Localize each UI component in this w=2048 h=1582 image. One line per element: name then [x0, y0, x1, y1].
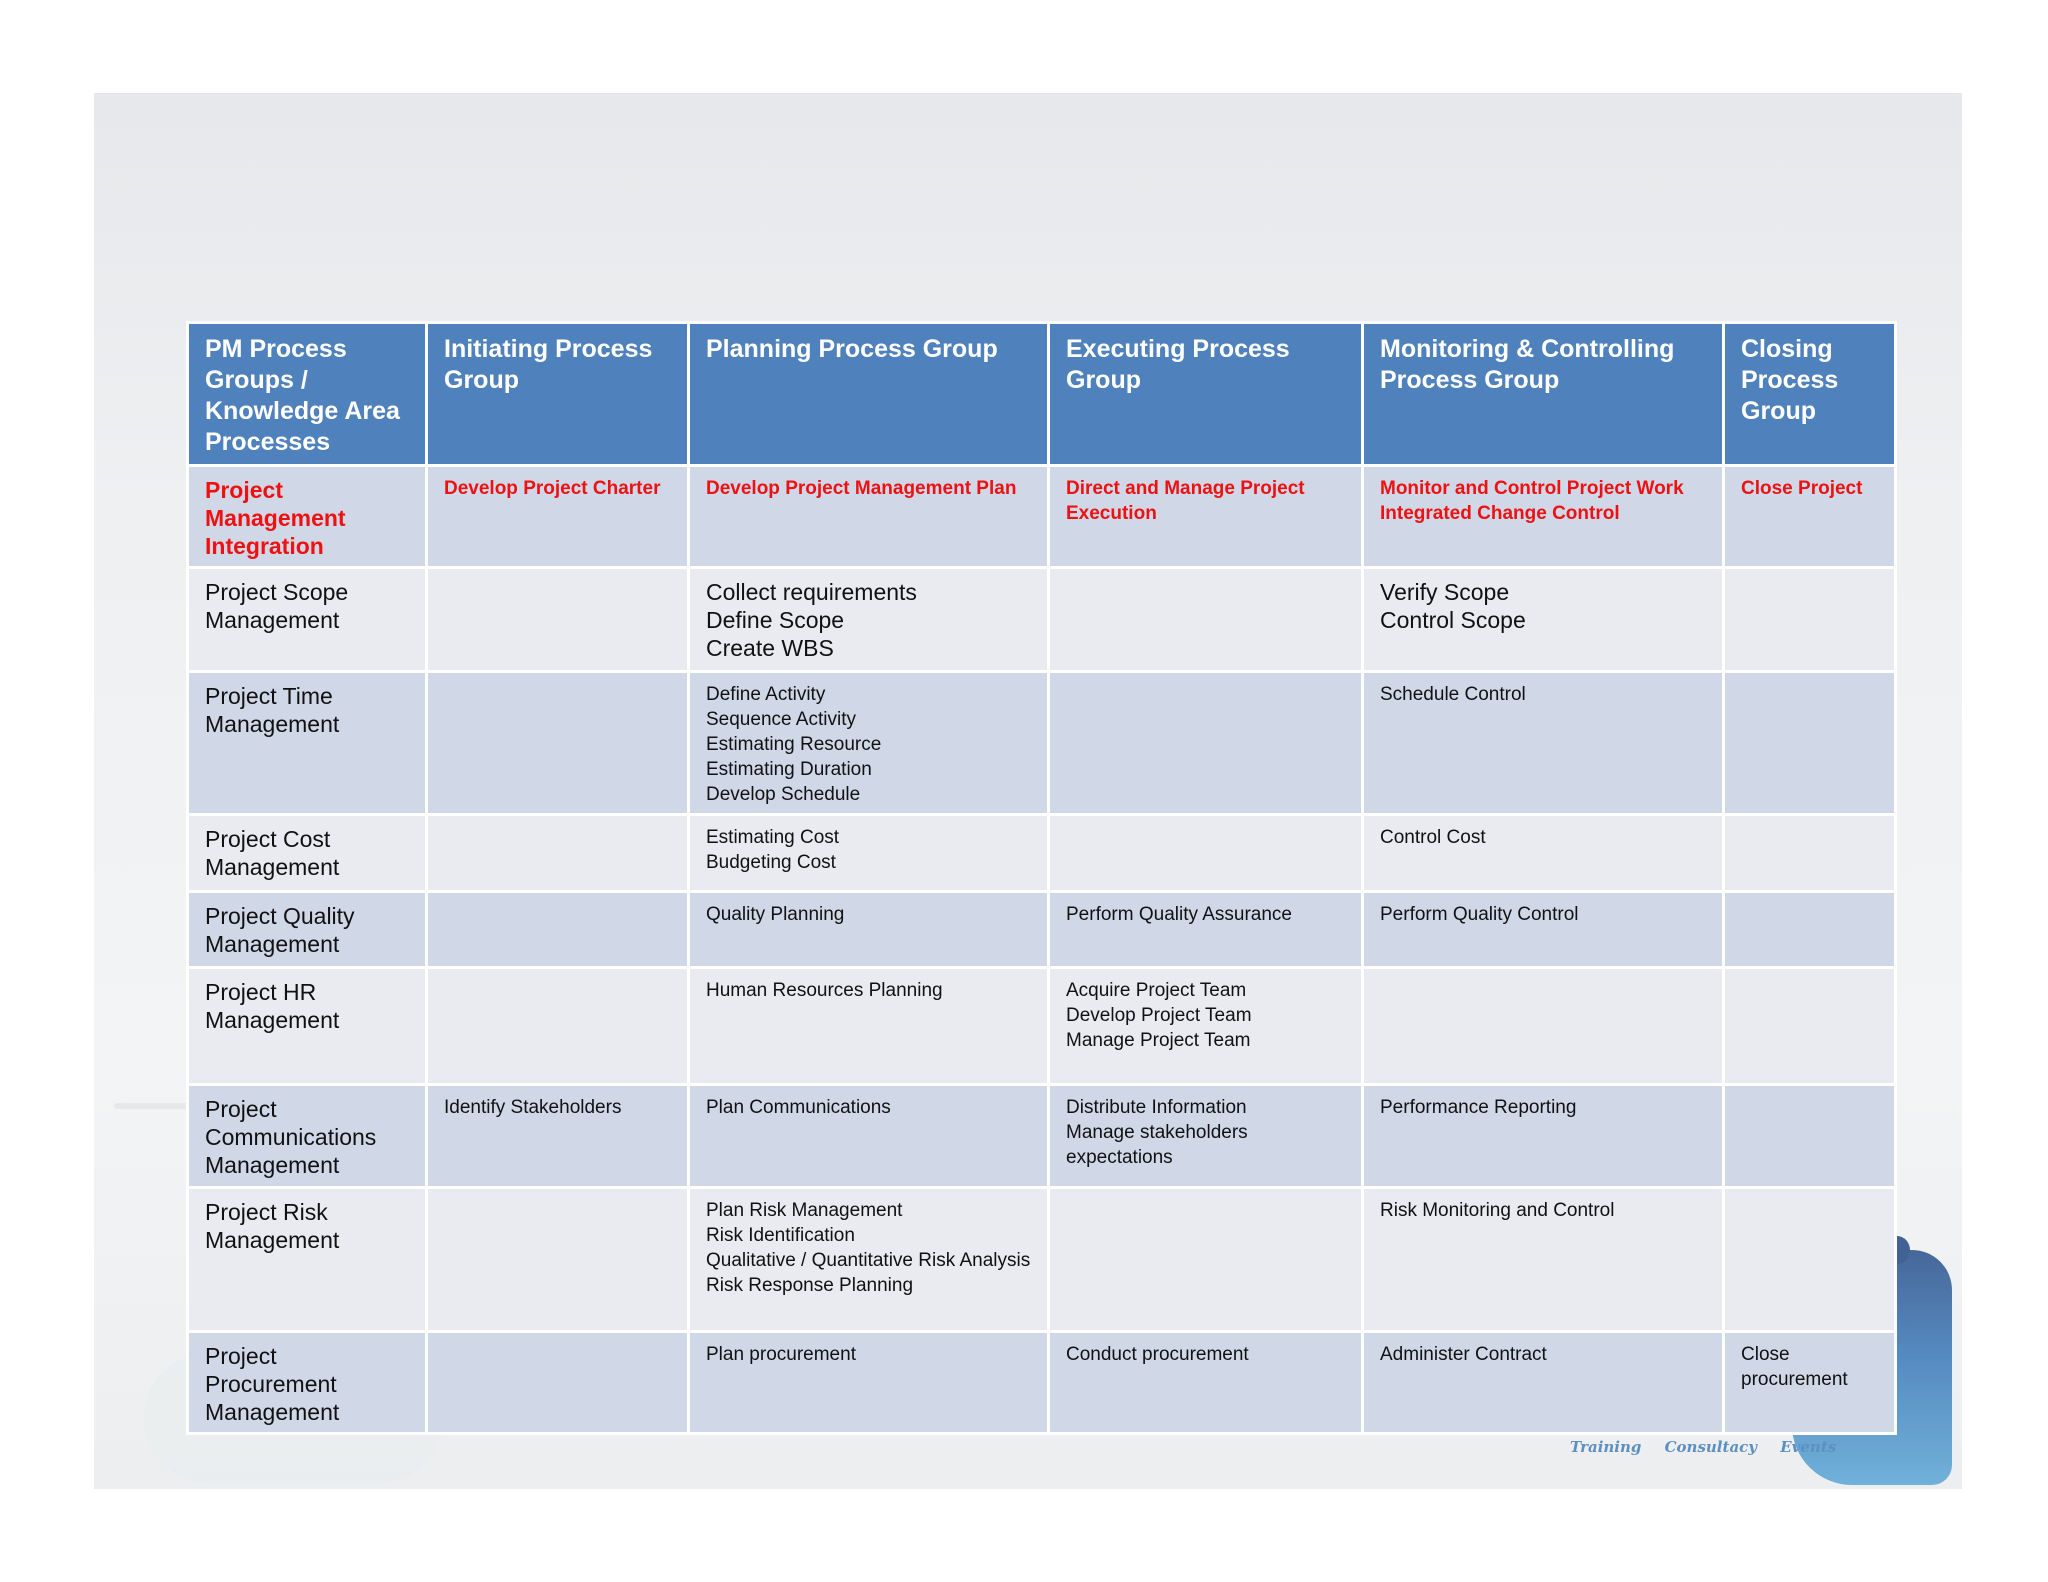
process-item: Estimating Duration: [706, 759, 872, 780]
process-groups-table: [186, 321, 1897, 1435]
process-item: Develop Project Charter: [444, 478, 661, 499]
initiating-cell: [427, 466, 689, 568]
process-item: Administer Contract: [1380, 1344, 1547, 1365]
monitoring-cell: [1363, 968, 1724, 1085]
table-row: [188, 892, 1896, 968]
closing-cell: [1724, 892, 1896, 968]
closing-cell: [1724, 466, 1896, 568]
executing-cell: [1049, 1085, 1363, 1188]
executing-cell: [1049, 568, 1363, 672]
knowledge-area-cell: Project Procurement Management: [188, 1332, 427, 1434]
table-row: [188, 1188, 1896, 1332]
knowledge-area-cell: Project Communications Management: [188, 1085, 427, 1188]
process-item: Plan Risk Management: [706, 1200, 903, 1221]
initiating-cell: [427, 892, 689, 968]
process-item: Develop Project Management Plan: [706, 478, 1017, 499]
process-item: Sequence Activity: [706, 709, 856, 730]
planning-cell: [689, 892, 1049, 968]
process-item: Schedule Control: [1380, 684, 1526, 705]
process-item: Manage stakeholders expectations: [1066, 1122, 1248, 1168]
monitoring-cell: [1363, 1188, 1724, 1332]
process-item: Budgeting Cost: [706, 852, 836, 873]
process-item: Develop Schedule: [706, 784, 861, 805]
closing-cell: [1724, 1188, 1896, 1332]
initiating-cell: [427, 568, 689, 672]
process-item: Identify Stakeholders: [444, 1097, 622, 1118]
closing-cell: [1724, 1085, 1896, 1188]
planning-cell: [689, 1332, 1049, 1434]
process-item: Control Scope: [1380, 607, 1526, 633]
process-item: Performance Reporting: [1380, 1097, 1577, 1118]
header-monitoring: Monitoring & Controlling Process Group: [1363, 323, 1724, 466]
monitoring-cell: [1363, 1332, 1724, 1434]
table-row: [188, 672, 1896, 815]
knowledge-area-cell: Project Scope Management: [188, 568, 427, 672]
process-item: Manage Project Team: [1066, 1030, 1251, 1051]
initiating-cell: [427, 968, 689, 1085]
planning-cell: [689, 672, 1049, 815]
closing-cell: [1724, 815, 1896, 892]
table-row: [188, 466, 1896, 568]
process-item: Define Activity: [706, 684, 826, 705]
table-row: [188, 1085, 1896, 1188]
process-item: Estimating Resource: [706, 734, 882, 755]
process-item: Risk Identification: [706, 1225, 855, 1246]
initiating-cell: [427, 1332, 689, 1434]
knowledge-area-cell: Project Time Management: [188, 672, 427, 815]
knowledge-area-cell: Project HR Management: [188, 968, 427, 1085]
initiating-cell: [427, 1188, 689, 1332]
initiating-cell: [427, 1085, 689, 1188]
header-planning: Planning Process Group: [689, 323, 1049, 466]
monitoring-cell: [1363, 815, 1724, 892]
monitoring-cell: [1363, 672, 1724, 815]
executing-cell: [1049, 815, 1363, 892]
process-item: Plan Communications: [706, 1097, 891, 1118]
process-item: Create WBS: [706, 635, 834, 661]
executing-cell: [1049, 892, 1363, 968]
monitoring-cell: [1363, 568, 1724, 672]
header-executing: Executing Process Group: [1049, 323, 1363, 466]
process-item: Collect requirements: [706, 579, 917, 605]
closing-cell: [1724, 968, 1896, 1085]
executing-cell: [1049, 968, 1363, 1085]
table-row: [188, 568, 1896, 672]
process-item: Close procurement: [1741, 1344, 1848, 1390]
executing-cell: [1049, 1188, 1363, 1332]
process-item: Quality Planning: [706, 904, 845, 925]
table-row: [188, 1332, 1896, 1434]
table-header-row: [188, 323, 1896, 466]
process-item: Define Scope: [706, 607, 845, 633]
planning-cell: [689, 1188, 1049, 1332]
knowledge-area-cell: Project Risk Management: [188, 1188, 427, 1332]
executing-cell: [1049, 672, 1363, 815]
planning-cell: [689, 1085, 1049, 1188]
monitoring-cell: [1363, 466, 1724, 568]
planning-cell: [689, 815, 1049, 892]
process-item: Control Cost: [1380, 827, 1486, 848]
executing-cell: [1049, 1332, 1363, 1434]
planning-cell: [689, 968, 1049, 1085]
process-item: Develop Project Team: [1066, 1005, 1252, 1026]
table-row: [188, 968, 1896, 1085]
process-item: Integrated Change Control: [1380, 503, 1620, 524]
process-item: Risk Monitoring and Control: [1380, 1200, 1615, 1221]
process-item: Perform Quality Control: [1380, 904, 1579, 925]
knowledge-area-cell: Project Cost Management: [188, 815, 427, 892]
knowledge-area-cell: Project Management Integration: [188, 466, 427, 568]
table-row: [188, 815, 1896, 892]
process-item: Perform Quality Assurance: [1066, 904, 1292, 925]
process-item: Acquire Project Team: [1066, 980, 1247, 1001]
process-item: Human Resources Planning: [706, 980, 943, 1001]
process-item: Close Project: [1741, 478, 1863, 499]
process-item: Qualitative / Quantitative Risk Analysis: [706, 1250, 1031, 1271]
header-initiating: Initiating Process Group: [427, 323, 689, 466]
monitoring-cell: [1363, 1085, 1724, 1188]
planning-cell: [689, 568, 1049, 672]
closing-cell: [1724, 568, 1896, 672]
process-item: Monitor and Control Project Work: [1380, 478, 1684, 499]
logo-tagline: Training Consultacy Events: [1570, 1438, 1837, 1456]
closing-cell: [1724, 1332, 1896, 1434]
process-item: Risk Response Planning: [706, 1275, 914, 1296]
header-knowledge-area: PM Process Groups / Knowledge Area Processes: [188, 323, 427, 466]
table-body: [188, 466, 1896, 1434]
process-item: Plan procurement: [706, 1344, 856, 1365]
initiating-cell: [427, 672, 689, 815]
executing-cell: [1049, 466, 1363, 568]
closing-cell: [1724, 672, 1896, 815]
process-item: Estimating Cost: [706, 827, 840, 848]
process-item: Direct and Manage Project Execution: [1066, 478, 1305, 524]
monitoring-cell: [1363, 892, 1724, 968]
planning-cell: [689, 466, 1049, 568]
process-item: Distribute Information: [1066, 1097, 1247, 1118]
process-item: Verify Scope: [1380, 579, 1510, 605]
header-closing: Closing Process Group: [1724, 323, 1896, 466]
process-item: Conduct procurement: [1066, 1344, 1249, 1365]
knowledge-area-cell: Project Quality Management: [188, 892, 427, 968]
initiating-cell: [427, 815, 689, 892]
